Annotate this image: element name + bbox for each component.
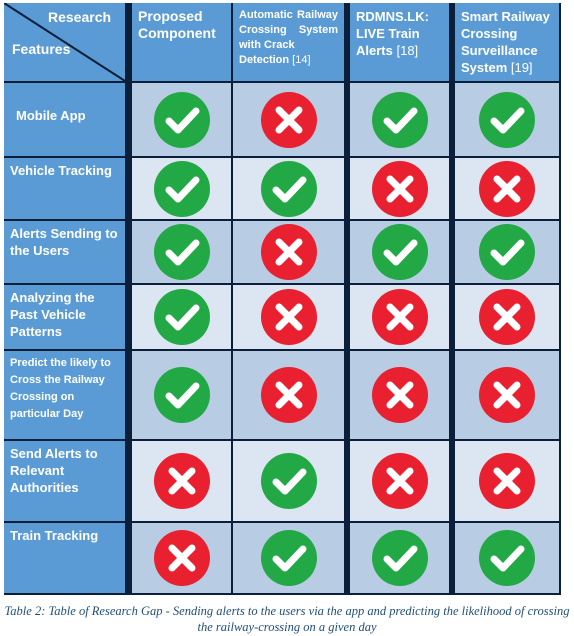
feature-cell-2 bbox=[4, 158, 125, 219]
cross-circle-icon bbox=[478, 160, 536, 218]
check-circle-icon bbox=[260, 160, 318, 218]
cross-circle-icon bbox=[153, 529, 211, 587]
check-circle-icon bbox=[153, 288, 211, 346]
feature-cell-7 bbox=[4, 523, 125, 593]
feature-cell-3 bbox=[4, 221, 125, 283]
feature-cell-1 bbox=[4, 83, 125, 156]
column-header-line: with Crack bbox=[239, 39, 295, 51]
check-circle-icon bbox=[478, 223, 536, 281]
feature-label-line: Patterns bbox=[10, 324, 63, 339]
check-circle-icon bbox=[153, 366, 211, 424]
feature-cell-4 bbox=[4, 285, 125, 349]
check-circle-icon bbox=[260, 529, 318, 587]
column-header-3 bbox=[350, 3, 449, 81]
column-header-line: System [19] bbox=[461, 60, 533, 75]
column-header-line: Proposed bbox=[138, 8, 203, 24]
cross-circle-icon bbox=[478, 366, 536, 424]
check-circle-icon bbox=[260, 452, 318, 510]
check-circle-icon bbox=[153, 223, 211, 281]
feature-label-line: Cross the Railway bbox=[10, 374, 105, 386]
column-header-ref: [14] bbox=[289, 54, 311, 66]
cross-circle-icon bbox=[478, 452, 536, 510]
cross-circle-icon bbox=[260, 288, 318, 346]
corner-features-label: Features bbox=[12, 41, 71, 57]
cross-circle-icon bbox=[371, 366, 429, 424]
feature-label-line: Send Alerts to bbox=[10, 446, 98, 461]
column-header-line: RDMNS.LK: bbox=[356, 9, 429, 24]
column-header-line: Surveillance bbox=[461, 43, 538, 58]
column-header-2 bbox=[233, 3, 344, 81]
cross-circle-icon bbox=[371, 160, 429, 218]
feature-label-line: Past Vehicle bbox=[10, 307, 86, 322]
column-header-line: Smart Railway bbox=[461, 9, 550, 24]
feature-label-line: Vehicle Tracking bbox=[10, 163, 112, 178]
column-header-ref: [19] bbox=[507, 60, 533, 75]
cross-circle-icon bbox=[371, 288, 429, 346]
research-gap-table bbox=[4, 3, 561, 595]
check-circle-icon bbox=[371, 223, 429, 281]
check-circle-icon bbox=[478, 91, 536, 149]
feature-label-line: Crossing on bbox=[10, 391, 75, 403]
feature-label-line: Alerts Sending to bbox=[10, 226, 118, 241]
column-header-line: Component bbox=[138, 25, 216, 41]
column-header-line: Crossing bbox=[461, 26, 518, 41]
feature-label-line: Relevant bbox=[10, 463, 65, 478]
feature-cell-5 bbox=[4, 351, 125, 439]
table-caption: Table 2: Table of Research Gap - Sending alerts to the users via the app and predicting the likelihood of crossing the railway-crossing on a given day bbox=[4, 604, 570, 634]
cross-circle-icon bbox=[478, 288, 536, 346]
column-header-line: Detection [14] bbox=[239, 54, 311, 66]
feature-label-line: Authorities bbox=[10, 480, 79, 495]
feature-label-line: Analyzing the bbox=[10, 290, 95, 305]
cross-circle-icon bbox=[260, 366, 318, 424]
check-circle-icon bbox=[371, 91, 429, 149]
column-header-line: Crossing System bbox=[239, 24, 338, 36]
check-circle-icon bbox=[371, 529, 429, 587]
column-header-ref: [18] bbox=[392, 43, 419, 58]
feature-label-line: particular Day bbox=[10, 408, 84, 420]
feature-label-line: Predict the likely to bbox=[10, 357, 111, 369]
column-header-1 bbox=[132, 3, 231, 81]
column-header-line: Automatic Railway bbox=[239, 9, 338, 21]
check-circle-icon bbox=[478, 529, 536, 587]
cross-circle-icon bbox=[260, 223, 318, 281]
corner-header-cell bbox=[4, 3, 125, 81]
check-circle-icon bbox=[153, 91, 211, 149]
column-header-line: LIVE Train bbox=[356, 26, 420, 41]
corner-research-label: Research bbox=[48, 9, 112, 25]
cross-circle-icon bbox=[260, 91, 318, 149]
feature-label-line: the Users bbox=[10, 243, 70, 258]
cross-circle-icon bbox=[371, 452, 429, 510]
cross-circle-icon bbox=[153, 452, 211, 510]
column-header-4 bbox=[455, 3, 559, 81]
feature-label-line: Mobile App bbox=[16, 108, 86, 123]
check-circle-icon bbox=[153, 160, 211, 218]
feature-cell-6 bbox=[4, 441, 125, 521]
column-header-line: Alerts [18] bbox=[356, 43, 419, 58]
feature-label-line: Train Tracking bbox=[10, 528, 99, 543]
